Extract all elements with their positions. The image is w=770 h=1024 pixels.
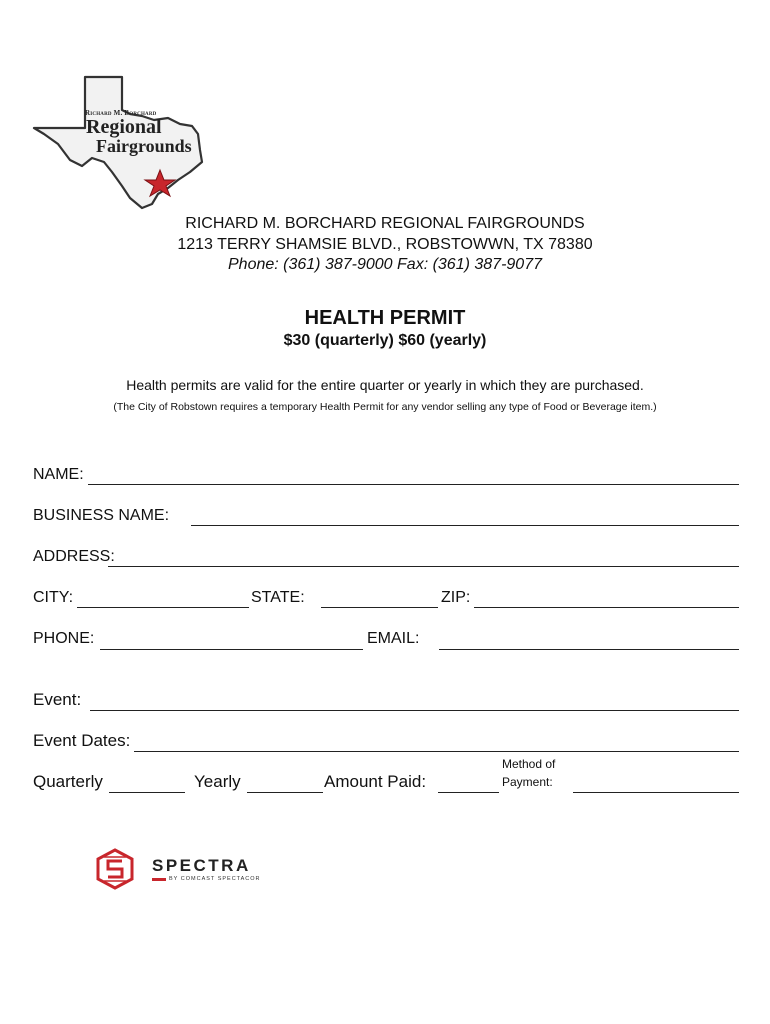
spectra-mark-icon <box>94 848 136 890</box>
validity-note: Health permits are valid for the entire quarter or yearly in which they are purchased. <box>126 377 644 393</box>
logo-line1: Regional <box>86 116 162 138</box>
method-of-payment-field[interactable] <box>573 792 739 793</box>
state-label: STATE: <box>251 589 305 606</box>
city-label: CITY: <box>33 589 74 606</box>
method-of-payment-label <box>502 755 555 791</box>
city-field[interactable] <box>77 607 249 608</box>
amount-paid-label: Amount Paid: <box>324 772 427 791</box>
spectra-tagline: BY COMCAST SPECTACOR <box>169 876 261 882</box>
yearly-field[interactable] <box>247 792 323 793</box>
fairgrounds-logo <box>30 72 210 212</box>
method-label-line1: Method of <box>502 757 556 771</box>
yearly-label: Yearly <box>194 772 241 791</box>
spectra-logo <box>94 848 294 892</box>
org-address: 1213 TERRY SHAMSIE BLVD., ROBSTOWWN, TX 78380 <box>177 236 593 253</box>
method-label-line2: Payment: <box>502 775 553 789</box>
address-label: ADDRESS: <box>33 548 115 565</box>
event-label: Event: <box>33 690 82 709</box>
business-name-field[interactable] <box>191 525 739 526</box>
zip-label: ZIP: <box>441 589 471 606</box>
event-dates-field[interactable] <box>134 751 739 752</box>
business-name-label: BUSINESS NAME: <box>33 507 170 524</box>
event-field[interactable] <box>90 710 739 711</box>
spectra-brand: SPECTRA <box>152 856 251 875</box>
email-label: EMAIL: <box>367 630 420 647</box>
org-name: RICHARD M. BORCHARD REGIONAL FAIRGROUNDS <box>185 215 585 232</box>
event-dates-label: Event Dates: <box>33 731 131 750</box>
price-text: $30 (quarterly) $60 (yearly) <box>283 332 487 349</box>
requirement-note: (The City of Robstown requires a temporary Health Permit for any vendor selling any type of Food or Beverage item.) <box>113 401 657 413</box>
org-phone-fax: Phone: (361) 387-9000 Fax: (361) 387-9077 <box>228 256 542 273</box>
logo-small-text: Richard M. Borchard <box>85 109 157 117</box>
page-title: HEALTH PERMIT <box>304 307 466 329</box>
amount-paid-field[interactable] <box>438 792 499 793</box>
phone-label: PHONE: <box>33 630 95 647</box>
email-field[interactable] <box>439 649 739 650</box>
quarterly-field[interactable] <box>109 792 185 793</box>
quarterly-label: Quarterly <box>33 772 103 791</box>
address-field[interactable] <box>108 566 739 567</box>
logo-line2: Fairgrounds <box>96 136 192 156</box>
name-label: NAME: <box>33 466 84 483</box>
zip-field[interactable] <box>474 607 739 608</box>
name-field[interactable] <box>88 484 739 485</box>
state-field[interactable] <box>321 607 438 608</box>
phone-field[interactable] <box>100 649 363 650</box>
spectra-red-bar <box>152 878 166 881</box>
